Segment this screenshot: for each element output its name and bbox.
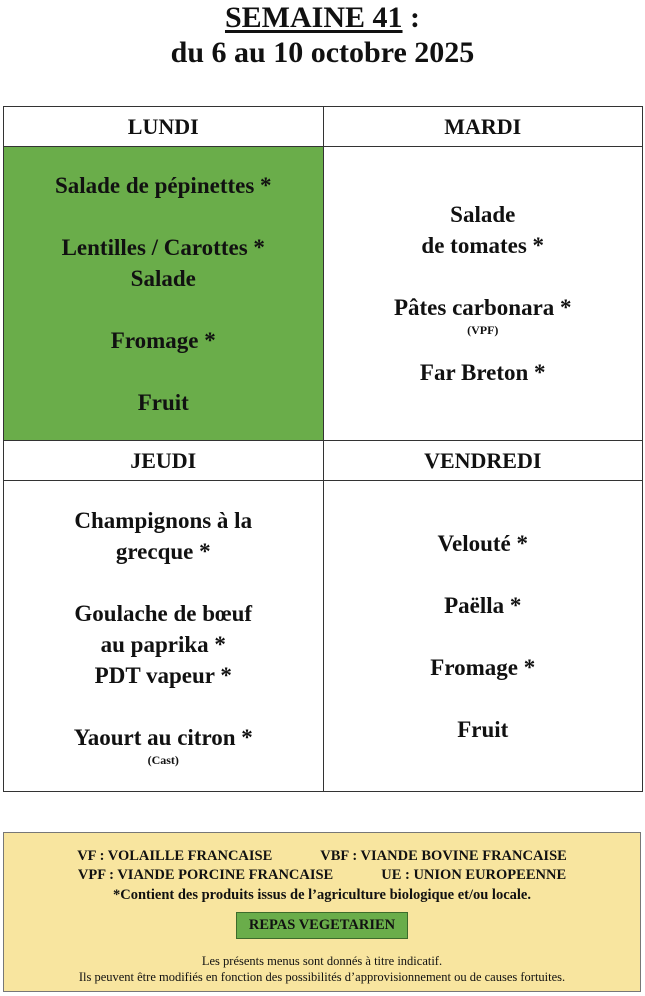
dish-thursday-starter-line1: Champignons à la (74, 508, 253, 533)
dish-thursday-main-line1: Goulache de bœuf (74, 601, 253, 626)
dish-tuesday-starter-line2: de tomates * (421, 233, 545, 258)
dish-tuesday-main: Pâtes carbonara * (393, 295, 572, 320)
menu-cell-monday (4, 147, 324, 441)
dish-friday-starter: Velouté * (437, 530, 528, 556)
dish-thursday-dessert-note: (Cast) (147, 753, 179, 767)
vegetarian-badge: REPAS VEGETARIEN (236, 912, 408, 939)
dish-monday-dessert: Fruit (137, 389, 189, 415)
dish-tuesday-starter-line1: Salade (450, 202, 516, 227)
page-title (0, 0, 645, 70)
legend-bio-note: *Contient des produits issus de l’agriculture biologique et/ou locale. (113, 887, 531, 903)
dish-thursday-main-line2: au paprika * (100, 632, 226, 657)
disclaimer-line-2: Ils peuvent être modifiés en fonction des possibilités d’approvisionnement ou de causes fortuites. (78, 970, 566, 984)
legend-vf: VF : VOLAILLE FRANCAISE (77, 848, 273, 864)
week-colon: : (402, 1, 421, 34)
dish-thursday-side: PDT vapeur * (94, 663, 232, 688)
legend-ue: UE : UNION EUROPEENNE (381, 867, 567, 883)
menu-table (3, 106, 643, 792)
legend-vbf: VBF : VIANDE BOVINE FRANCAISE (320, 848, 567, 864)
dish-friday-cheese: Fromage * (430, 654, 536, 680)
legend-vpf: VPF : VIANDE PORCINE FRANCAISE (77, 867, 334, 883)
menu-cell-thursday (4, 481, 324, 792)
menu-cell-tuesday (323, 147, 643, 441)
date-range: du 6 au 10 octobre 2025 (170, 36, 475, 69)
day-header-thursday: JEUDI (4, 441, 324, 481)
week-label: SEMAINE 41 (224, 1, 403, 34)
dish-monday-side: Salade (130, 265, 196, 291)
dish-thursday-starter-line2: grecque * (115, 539, 211, 564)
day-header-monday: LUNDI (4, 107, 324, 147)
dish-monday-cheese: Fromage * (110, 327, 216, 353)
legend-box (3, 832, 641, 992)
dish-tuesday-main-note: (VPF) (467, 323, 499, 337)
dish-friday-dessert: Fruit (457, 716, 509, 742)
day-header-tuesday: MARDI (323, 107, 643, 147)
dish-monday-main: Lentilles / Carottes * (61, 234, 265, 260)
dish-monday-starter: Salade de pépinettes * (54, 172, 272, 198)
menu-cell-friday (323, 481, 643, 792)
dish-thursday-dessert: Yaourt au citron * (73, 725, 253, 750)
dish-friday-main: Paëlla * (444, 592, 522, 618)
dish-tuesday-dessert: Far Breton * (419, 360, 546, 385)
disclaimer-line-1: Les présents menus sont donnés à titre indicatif. (201, 954, 443, 968)
day-header-friday: VENDREDI (323, 441, 643, 481)
